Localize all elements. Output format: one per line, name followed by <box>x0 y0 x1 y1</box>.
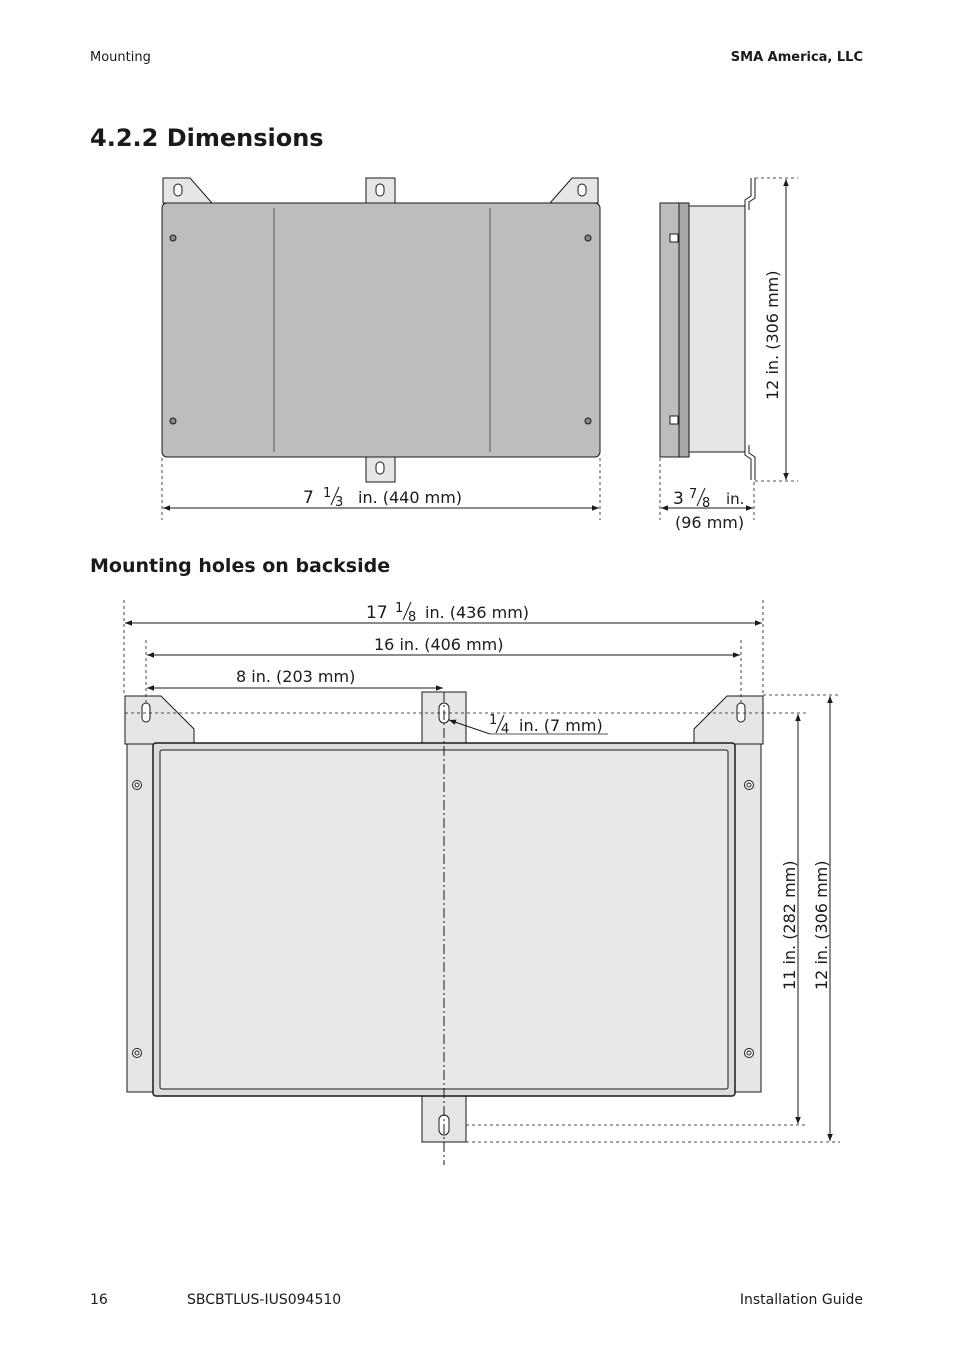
svg-text:7: 7 <box>303 488 314 508</box>
side-depth-label <box>673 487 744 532</box>
footer-doc-id: SBCBTLUS-IUS094510 <box>187 1292 342 1308</box>
svg-text:in. (440 mm): in. (440 mm) <box>358 488 463 507</box>
svg-text:8: 8 <box>408 610 417 625</box>
svg-text:17: 17 <box>366 603 388 623</box>
svg-text:3: 3 <box>335 495 344 510</box>
footer-page-number: 16 <box>90 1292 108 1308</box>
front-width-label <box>303 486 462 510</box>
side-bracket-bottom <box>745 447 751 480</box>
front-tab-right <box>550 178 598 203</box>
svg-text:(96 mm): (96 mm) <box>675 513 745 532</box>
svg-text:1: 1 <box>395 601 404 616</box>
front-enclosure <box>162 203 600 457</box>
svg-text:8: 8 <box>702 496 711 511</box>
svg-text:1: 1 <box>489 713 498 728</box>
back-bracket-right <box>694 696 763 744</box>
subsection-title: Mounting holes on backside <box>90 555 391 577</box>
svg-text:3: 3 <box>673 489 684 509</box>
svg-text:1: 1 <box>323 486 332 501</box>
svg-text:4: 4 <box>501 722 510 737</box>
side-bracket-top <box>745 178 751 208</box>
back-hole-size-label <box>489 713 603 737</box>
front-tab-left <box>163 178 212 203</box>
back-hole-span-label: 16 in. (406 mm) <box>374 635 504 654</box>
back-bracket-left <box>125 696 194 744</box>
back-outer-width-label <box>366 601 529 625</box>
back-center-span-label: 8 in. (203 mm) <box>236 667 356 686</box>
back-outer-height-label: 12 in. (306 mm) <box>812 860 831 990</box>
back-inner-height-label: 11 in. (282 mm) <box>780 860 799 990</box>
svg-text:in. (436 mm): in. (436 mm) <box>425 603 530 622</box>
footer-doc-type: Installation Guide <box>739 1292 863 1308</box>
svg-text:in. (7 mm): in. (7 mm) <box>519 716 603 735</box>
header-company: SMA America, LLC <box>730 50 863 65</box>
front-view <box>162 178 600 520</box>
side-height-label: 12 in. (306 mm) <box>763 270 782 400</box>
back-view <box>124 600 840 1165</box>
svg-text:in.: in. <box>726 490 745 508</box>
section-title: 4.2.2 Dimensions <box>90 124 324 152</box>
side-body <box>687 206 745 452</box>
header-section: Mounting <box>90 50 151 65</box>
svg-text:7: 7 <box>689 487 698 502</box>
